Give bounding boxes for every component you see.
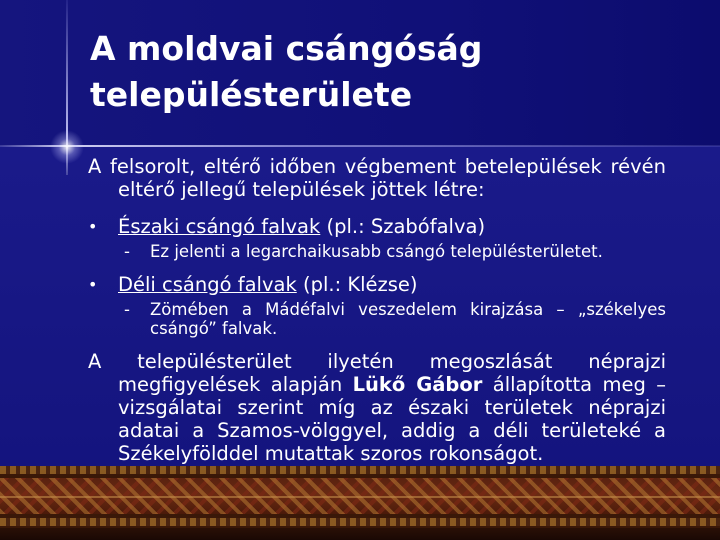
closing-text-before: A településterület ilyetén megoszlását néprajzi megfigyelések alapján — [88, 350, 666, 396]
bullet-dot: • — [88, 275, 98, 294]
light-flare — [50, 130, 84, 164]
closing-text-after: állapította meg – vizsgálatai szerint míg az északi területek néprajzi adatai a Szamos-völggyel, addig a déli területeké a Székelyfölddel mutattak szoros rokonságot. — [118, 373, 666, 465]
sub-bullet-dash: - — [124, 242, 130, 261]
carpet-border-stripe-top — [0, 466, 720, 474]
title-line-2: településterülete — [90, 75, 413, 114]
north-villages-link[interactable]: Északi csángó falvak — [118, 215, 321, 238]
carpet-border-edge — [0, 528, 720, 540]
decorative-horizontal-line — [0, 145, 720, 147]
sub-bullet-dash: - — [124, 300, 130, 319]
bullet-north — [84, 215, 666, 239]
slide-title — [90, 26, 690, 118]
south-villages-link[interactable]: Déli csángó falvak — [118, 273, 297, 296]
author-name: Lükő Gábor — [352, 373, 483, 396]
carpet-border-stripe-bottom — [0, 518, 720, 526]
sub-bullet-text: Ez jelenti a legarchaikusabb csángó településterületet. — [150, 242, 603, 261]
sub-bullet-north — [84, 242, 666, 261]
bullet-dot: • — [88, 217, 98, 236]
south-villages-example: (pl.: Klézse) — [296, 273, 418, 296]
intro-paragraph: A felsorolt, eltérő időben végbement betelepülések révén eltérő jellegű települések jöttek létre: — [88, 155, 666, 201]
sub-bullet-text: Zömében a Mádéfalvi veszedelem kirajzása – „székelyes csángó” falvak. — [150, 300, 666, 338]
carpet-border-line — [0, 496, 720, 498]
sub-bullet-south — [84, 300, 666, 338]
closing-paragraph — [84, 350, 666, 465]
north-villages-example: (pl.: Szabófalva) — [320, 215, 486, 238]
title-line-1: A moldvai csángóság — [90, 29, 483, 68]
bullet-south — [84, 273, 666, 297]
slide-body — [84, 155, 666, 465]
